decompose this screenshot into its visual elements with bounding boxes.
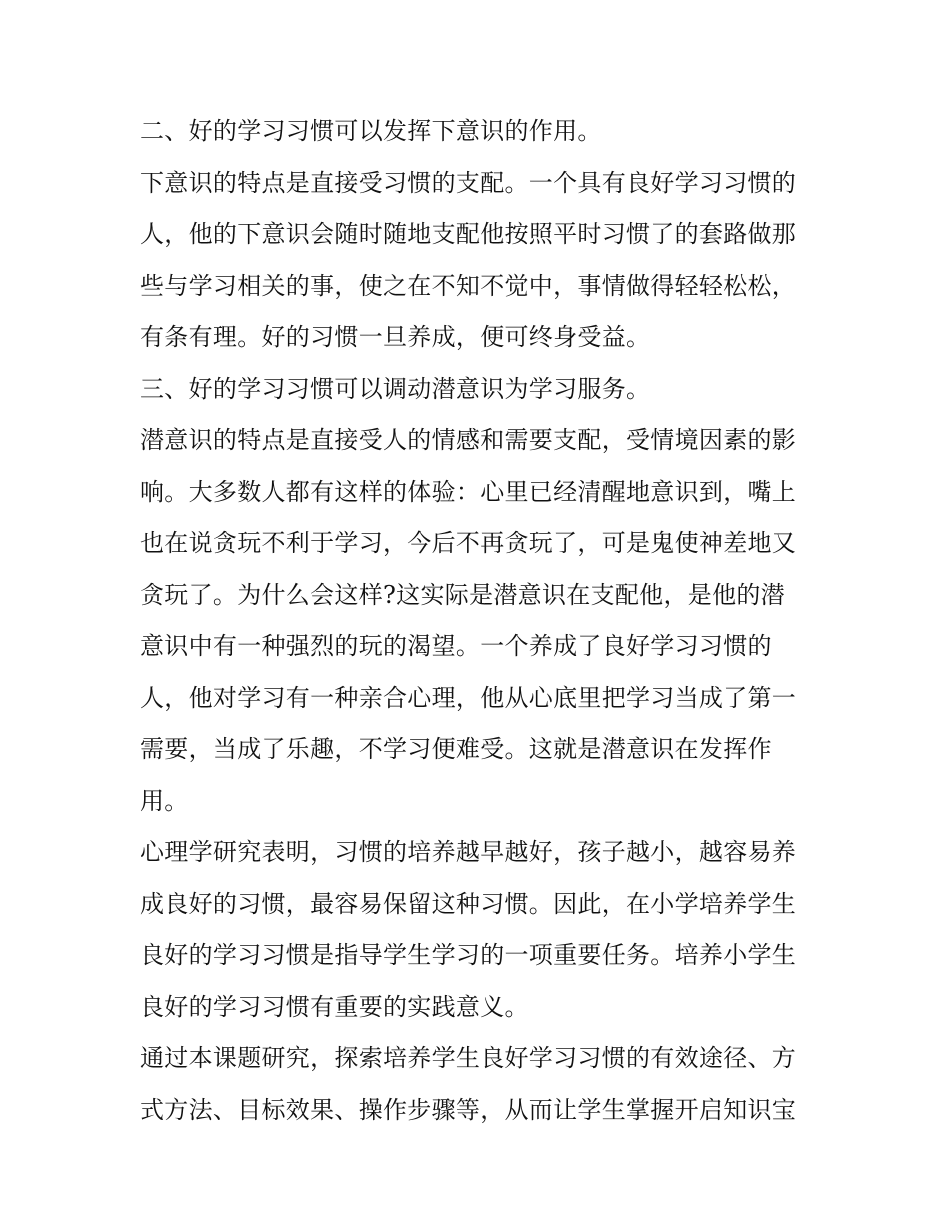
paragraph-subconscious-habit bbox=[140, 158, 815, 364]
text-line: 用。 bbox=[140, 786, 189, 815]
paragraph-research-goal bbox=[140, 1033, 815, 1136]
text-line: 有条有理。好的习惯一旦养成，便可终身受益。 bbox=[140, 323, 651, 351]
text-line: 需要，当成了乐趣，不学习便难受。这就是潜意识在发挥作 bbox=[140, 735, 772, 763]
text-line: 也在说贪玩不利于学习，今后不再贪玩了，可是鬼使神差地又 bbox=[140, 529, 797, 557]
text-line: 良好的学习习惯是指导学生学习的一项重要任务。培养小学生 bbox=[140, 941, 797, 969]
text-line: 人，他的下意识会随时随地支配他按照平时习惯了的套路做那 bbox=[140, 220, 797, 248]
text-line: 贪玩了。为什么会这样?这实际是潜意识在支配他，是他的潜 bbox=[140, 580, 785, 609]
text-line: 些与学习相关的事，使之在不知不觉中，事情做得轻轻松松， bbox=[140, 271, 797, 300]
text-line: 通过本课题研究，探索培养学生良好学习习惯的有效途径、方 bbox=[140, 1044, 797, 1072]
text-line: 式方法、目标效果、操作步骤等，从而让学生掌握开启知识宝 bbox=[140, 1095, 797, 1124]
text-line: 下意识的特点是直接受习惯的支配。一个具有良好学习习惯的 bbox=[140, 168, 797, 197]
text-line: 二、好的学习习惯可以发挥下意识的作用。 bbox=[140, 117, 602, 145]
text-line: 良好的学习习惯有重要的实践意义。 bbox=[140, 992, 529, 1021]
text-line: 响。大多数人都有这样的体验：心里已经清醒地意识到，嘴上 bbox=[140, 477, 797, 506]
section-heading-2 bbox=[140, 106, 815, 158]
text-line: 成良好的习惯，最容易保留这种习惯。因此，在小学培养学生 bbox=[140, 889, 797, 918]
section-heading-3 bbox=[140, 364, 815, 416]
document-body bbox=[140, 106, 815, 1136]
text-line: 人，他对学习有一种亲合心理，他从心底里把学习当成了第一 bbox=[140, 683, 797, 712]
text-line: 意识中有一种强烈的玩的渴望。一个养成了良好学习习惯的 bbox=[140, 632, 772, 660]
paragraph-psychology-research bbox=[140, 827, 815, 1033]
text-line: 心理学研究表明，习惯的培养越早越好，孩子越小，越容易养 bbox=[140, 838, 797, 866]
text-line: 三、好的学习习惯可以调动潜意识为学习服务。 bbox=[140, 374, 651, 403]
text-line: 潜意识的特点是直接受人的情感和需要支配，受情境因素的影 bbox=[140, 426, 797, 454]
paragraph-latent-consciousness bbox=[140, 415, 815, 827]
